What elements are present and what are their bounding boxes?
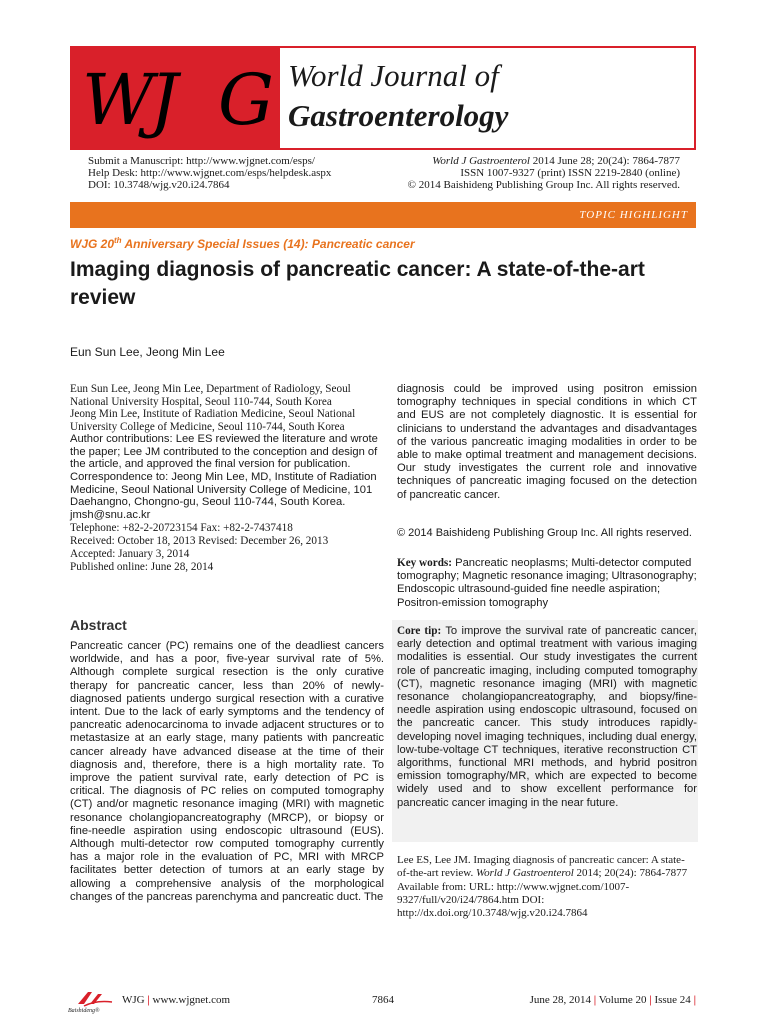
footer-right: June 28, 2014 | Volume 20 | Issue 24 | <box>529 994 696 1006</box>
keywords-label: Key words: <box>397 557 452 569</box>
article-authors: Eun Sun Lee, Jeong Min Lee <box>70 345 225 359</box>
abstract-copyright: © 2014 Baishideng Publishing Group Inc. All rights reserved. <box>397 527 692 539</box>
publisher-name: Baishideng® <box>68 1008 100 1014</box>
submit-link[interactable]: Submit a Manuscript: http://www.wjgnet.com/esps/ <box>88 155 315 167</box>
published-date: Published online: June 28, 2014 <box>70 561 214 573</box>
abstract-body: Pancreatic cancer (PC) remains one of the deadliest cancers worldwide, and has a poor, five-year survival rate of 5%. Although complete surgical resection is the only curative therapy for pancreatic cancer, less than 20% of newly-diagnosed patients undergo surgical resection with a curative intent. Due to the lack of early symptoms and the tendency of pancreatic adenocarcinoma to invade adjacent structures or to metastasize at an early stage, many patients with pancreatic cancer already have advanced disease at the time of their diagnosis and, therefore, there is a high mortality rate. To improve the patient survival rate, early detection of PC is critical. The diagnosis of PC relies on computed tomography (CT) and/or magnetic resonance imaging (MRI) with magnetic resonance cholangiopancreatography (MRCP), or biopsy or fine-needle aspiration using endoscopic ultrasound (EUS). Although multi-detector row computed tomography currently has a major role in the evaluation of PC, MRI with MRCP facilitates better detection of tumors at an early stage by allowing a comprehensive analysis of the morphological changes of the pancreas parenchyma and pancreatic duct. The <box>70 640 384 903</box>
journal-reference <box>432 155 680 167</box>
logo-letter-g: G <box>218 59 274 141</box>
series-prefix: WJG 20 <box>70 237 115 251</box>
footer-date: June 28, 2014 <box>529 994 591 1006</box>
author-contributions: Author contributions: Lee ES reviewed the literature and wrote the paper; Lee JM contributed to the conception and design of the article, and approved the final version for publication. <box>70 433 378 471</box>
keywords <box>397 557 697 610</box>
footer-left: WJG | www.wjgnet.com <box>122 994 231 1006</box>
accepted-date: Accepted: January 3, 2014 <box>70 548 190 560</box>
citation <box>397 854 697 920</box>
abstract-continuation: diagnosis could be improved using positron emission tomography techniques in special conditions in which CT and EUS are not completely diagnostic. It is essential for clinicians to understand the advantages and disadvantages of the various pancreatic imaging modalities in order to be able to make optimal treatment and management decisions. Our study investigates the current role and innovative techniques of pancreatic imaging focused on the detection of pancreatic cancer. <box>397 383 697 501</box>
series-label <box>70 236 415 251</box>
journal-name-line1: World Journal of <box>288 58 499 93</box>
series-sup: th <box>114 236 122 245</box>
journal-name-line2: Gastroenterology <box>288 98 509 133</box>
core-tip-text: To improve the survival rate of pancreatic cancer, early detection and optimal treatment with various imaging modalities is essential. Our study investigates the current role of pancreatic imaging, including computed tomography (CT), magnetic resonance imaging (MRI) with magnetic resonance cholangiopancreatography, and biopsy/fine-needle aspiration using endoscopic ultrasound, focused on the pancreatic cancer. This study introduces rapidly-developing novel imaging techniques, including dual energy, low-tube-voltage CT techniques, iterative reconstruction CT algorithms, functional MRI methods, and hybrid positron emission tomography/MR, which are expected to become widely used and to show excellent performance for pancreatic cancer imaging in the near future. <box>397 625 697 809</box>
journal-ref-details: 2014 June 28; 20(24): 7864-7877 <box>529 155 680 167</box>
citation-authors-title: Lee ES, Lee JM. Imaging diagnosis of pancreatic cancer: A state-of-the-art review. <box>397 854 685 880</box>
footer-volume: Volume 20 <box>598 994 647 1006</box>
telephone-fax: Telephone: +82-2-20723154 Fax: +82-2-7437418 <box>70 522 293 534</box>
issn-text: ISSN 1007-9327 (print) ISSN 2219-2840 (online) <box>460 167 680 179</box>
citation-journal: World J Gastroenterol <box>476 867 574 880</box>
doi-text: DOI: 10.3748/wjg.v20.i24.7864 <box>88 179 230 191</box>
affiliation-2: Jeong Min Lee, Institute of Radiation Medicine, Seoul National University College of Medicine, Seoul 110-744, South Korea <box>70 408 356 433</box>
publisher-logo-icon <box>76 990 116 1008</box>
footer-journal: WJG <box>122 994 145 1006</box>
footer-url[interactable]: www.wjgnet.com <box>152 994 231 1006</box>
series-rest: Anniversary Special Issues (14): Pancreatic cancer <box>121 237 415 251</box>
topic-banner-label: TOPIC HIGHLIGHT <box>579 209 688 221</box>
header-copyright: © 2014 Baishideng Publishing Group Inc. All rights reserved. <box>407 179 680 191</box>
affiliation-1: Eun Sun Lee, Jeong Min Lee, Department of Radiology, Seoul National University Hospital, Seoul 110-744, South Korea <box>70 383 351 408</box>
core-tip-label: Core tip: <box>397 625 442 637</box>
page-number: 7864 <box>372 994 394 1006</box>
logo-letter-j: J <box>150 59 179 141</box>
article-title: Imaging diagnosis of pancreatic cancer: A state-of-the-art review <box>70 258 645 309</box>
logo-letter-w: W <box>82 59 154 141</box>
abstract-heading: Abstract <box>70 617 127 633</box>
journal-ref-abbrev: World J Gastroenterol <box>432 155 530 167</box>
helpdesk-link[interactable]: Help Desk: http://www.wjgnet.com/esps/helpdesk.aspx <box>88 167 332 179</box>
keywords-text: Pancreatic neoplasms; Multi-detector computed tomography; Magnetic resonance imaging; Ultrasonography; Endoscopic ultrasound-guided fine needle aspiration; Positron-emission tomography <box>397 557 697 609</box>
citation-details: 2014; 20(24): 7864-7877 Available from: URL: http://www.wjgnet.com/1007-9327/full/v20/i24/7864.htm DOI: http://dx.doi.org/10.3748/wjg.v20.i24.7864 <box>397 867 688 920</box>
received-revised: Received: October 18, 2013 Revised: December 26, 2013 <box>70 535 329 547</box>
correspondence: Correspondence to: Jeong Min Lee, MD, Institute of Radiation Medicine, Seoul National University College of Medicine, 101 Daehangno, Chongno-gu, Seoul 110-744, South Korea. jmsh@snu.ac.kr <box>70 471 377 521</box>
core-tip <box>397 625 697 810</box>
footer-issue: Issue 24 <box>654 994 691 1006</box>
